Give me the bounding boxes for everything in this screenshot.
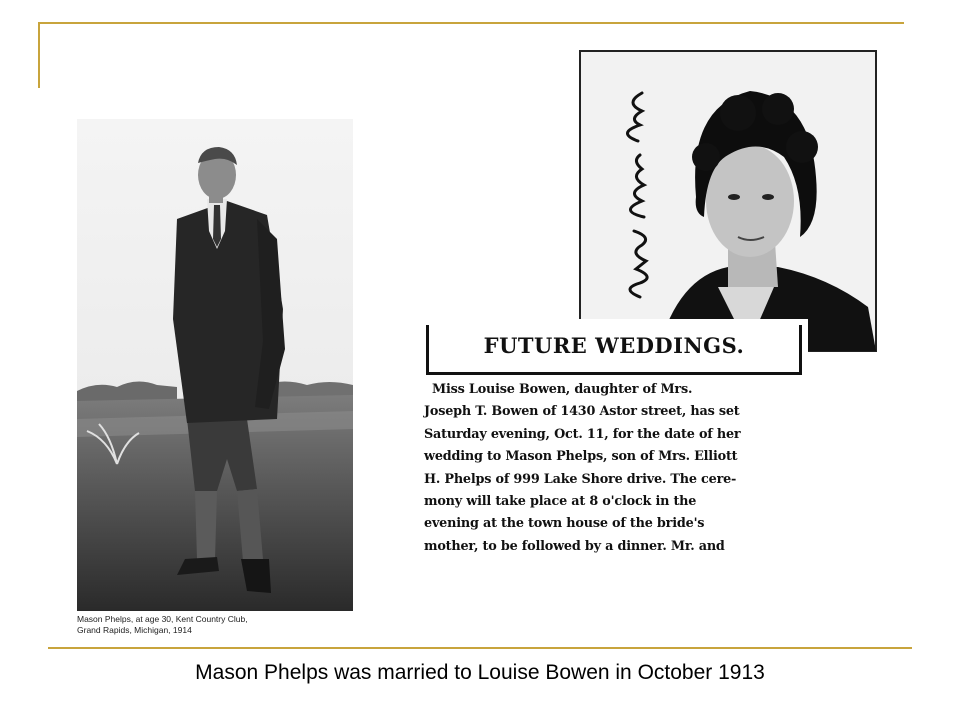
photo-caption <box>77 614 353 644</box>
top-frame-rule <box>40 22 904 24</box>
left-frame-rule <box>38 22 40 88</box>
clipping-line: wedding to Mason Phelps, son of Mrs. Elliott <box>424 449 738 465</box>
clipping-line: mony will take place at 8 o'clock in the <box>424 494 697 510</box>
clipping-line: Saturday evening, Oct. 11, for the date of her <box>424 426 741 442</box>
mason-phelps-photo <box>77 119 353 611</box>
clipping-line: Joseph T. Bowen of 1430 Astor street, has set <box>424 404 740 420</box>
clipping-line: evening at the town house of the bride's <box>424 516 705 532</box>
clipping-line: mother, to be followed by a dinner. Mr. and <box>424 538 725 554</box>
slide-caption: Mason Phelps was married to Louise Bowen in October 1913 <box>195 661 765 684</box>
clipping-body <box>424 379 804 558</box>
photo-caption-line-1: Mason Phelps, at age 30, Kent Country Club, <box>77 614 248 624</box>
clipping-heading: FUTURE WEDDINGS. <box>483 333 745 358</box>
photo-caption-line-2: Grand Rapids, Michigan, 1914 <box>77 625 192 635</box>
newspaper-clipping <box>420 319 808 555</box>
clipping-line: H. Phelps of 999 Lake Shore drive. The cere- <box>424 471 737 487</box>
clipping-line: Miss Louise Bowen, daughter of Mrs. <box>432 382 693 397</box>
bottom-frame-rule <box>48 647 912 649</box>
louise-bowen-portrait <box>578 47 882 363</box>
